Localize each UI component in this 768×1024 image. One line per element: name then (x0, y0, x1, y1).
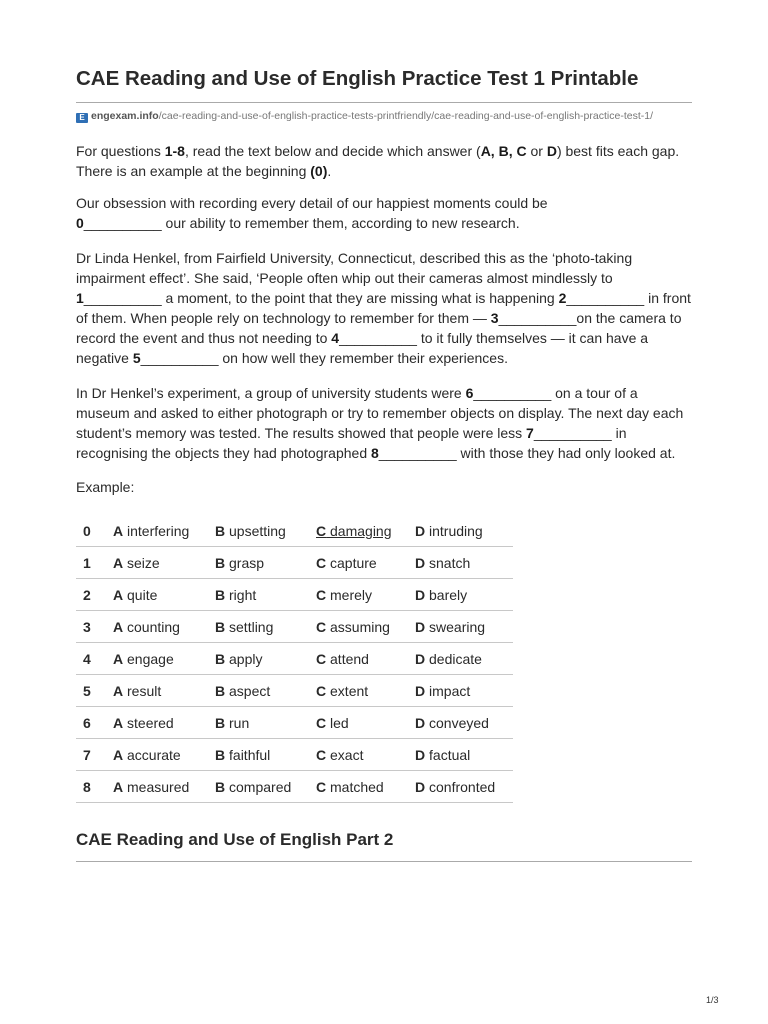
option-word: seize (127, 554, 160, 571)
option-letter: C (316, 586, 327, 603)
option-letter: B (215, 554, 226, 571)
question-number: 8 (76, 771, 113, 803)
source-domain[interactable]: engexam.info (91, 110, 159, 122)
option-d (415, 675, 513, 707)
option-word: capture (330, 554, 377, 571)
passage-paragraph-2: Dr Linda Henkel, from Fairfield University, Connecticut, described this as the ‘photo-taking impairment effect’. She said, ‘People often whip out their cameras almost mindlessly to 1__________ a moment, to the point that they are missing what is happening 2__________ in front of them. When people rely on technology to remember for them — 3__________on the camera to record the event and thus not needing to 4__________ to it fully themselves — it can have a negative 5__________ on how well they remember their experiences. (76, 250, 691, 366)
option-word: counting (127, 618, 180, 635)
option-d (415, 579, 513, 611)
option-d (415, 739, 513, 771)
question-number: 2 (76, 579, 113, 611)
gap-number: 2 (558, 290, 567, 306)
option-letter: B (215, 682, 226, 699)
option-word: settling (229, 618, 274, 635)
option-letter: B (215, 586, 226, 603)
option-letter: A (113, 778, 124, 795)
option-word: steered (127, 714, 174, 731)
option-d (415, 547, 513, 579)
option-row-2 (76, 579, 513, 611)
section-2-divider (76, 861, 692, 862)
option-row-4 (76, 643, 513, 675)
gap-number: 8 (371, 445, 379, 461)
option-word: engage (127, 650, 174, 667)
gap-number: 4 (331, 330, 340, 346)
option-letter: A (113, 682, 124, 699)
option-word: accurate (127, 746, 181, 763)
gap-number: 7 (526, 425, 534, 441)
option-a (113, 771, 215, 803)
option-c (316, 675, 415, 707)
option-letter: C (316, 554, 327, 571)
question-number: 3 (76, 611, 113, 643)
answer-options-table (76, 515, 513, 803)
option-b (215, 643, 316, 675)
question-number: 6 (76, 707, 113, 739)
option-letter: B (215, 714, 226, 731)
option-word: matched (330, 778, 384, 795)
option-letter: D (415, 522, 426, 539)
section-2-title: CAE Reading and Use of English Part 2 (76, 830, 394, 849)
option-letter: D (415, 714, 426, 731)
option-word: upsetting (229, 522, 286, 539)
option-word: apply (229, 650, 263, 667)
option-a (113, 547, 215, 579)
option-word: merely (330, 586, 373, 603)
option-word: dedicate (429, 650, 482, 667)
option-word: snatch (429, 554, 471, 571)
option-letter: B (215, 746, 226, 763)
option-word: assuming (330, 618, 390, 635)
source-url[interactable] (76, 109, 692, 124)
option-row-7 (76, 739, 513, 771)
gap-number: 3 (490, 310, 499, 326)
option-b (215, 771, 316, 803)
option-letter: D (415, 554, 426, 571)
option-d (415, 643, 513, 675)
option-row-5 (76, 675, 513, 707)
option-c (316, 707, 415, 739)
option-letter: D (415, 746, 426, 763)
option-b (215, 739, 316, 771)
option-row-1 (76, 547, 513, 579)
option-word: exact (330, 746, 364, 763)
passage-paragraph-3: In Dr Henkel’s experiment, a group of university students were 6__________ on a tour of a museum and asked to either photograph or try to remember objects on display. The next day each student’s memory was tested. The results showed that people were less 7__________ in recognising the objects they had photographed 8__________ with those they had only looked at. (76, 385, 684, 461)
site-logo-icon: E (76, 113, 88, 123)
option-letter: C (316, 714, 327, 731)
option-letter: D (415, 778, 426, 795)
option-word: barely (429, 586, 468, 603)
option-letter: C (316, 746, 327, 763)
gap-number: 1 (76, 290, 84, 306)
option-d (415, 515, 513, 547)
option-b (215, 579, 316, 611)
option-letter: C (316, 618, 327, 635)
option-letter: C (316, 650, 327, 667)
option-c (316, 515, 415, 547)
option-letter: B (215, 522, 226, 539)
option-a (113, 707, 215, 739)
option-letter: A (113, 522, 124, 539)
option-letter: B (215, 650, 226, 667)
option-c (316, 579, 415, 611)
option-word: right (229, 586, 257, 603)
example-label: Example: (76, 479, 135, 495)
question-number: 1 (76, 547, 113, 579)
option-letter: C (316, 522, 327, 539)
option-word: intruding (429, 522, 483, 539)
option-a (113, 579, 215, 611)
option-word: attend (330, 650, 369, 667)
option-letter: A (113, 746, 124, 763)
title-divider (76, 102, 692, 103)
option-word: interfering (127, 522, 190, 539)
option-word: swearing (429, 618, 486, 635)
option-a (113, 611, 215, 643)
option-word: result (127, 682, 162, 699)
option-b (215, 707, 316, 739)
gap-number: 6 (465, 385, 474, 401)
option-word: quite (127, 586, 158, 603)
option-d (415, 707, 513, 739)
option-word: run (229, 714, 250, 731)
option-word: compared (229, 778, 292, 795)
question-number: 7 (76, 739, 113, 771)
option-b (215, 547, 316, 579)
source-path[interactable]: /cae-reading-and-use-of-english-practice-tests-printfriendly/cae-reading-and-use-of-english-practice-test-1/ (158, 110, 653, 122)
question-number: 0 (76, 515, 113, 547)
option-row-8 (76, 771, 513, 803)
option-letter: C (316, 778, 327, 795)
option-letter: D (415, 586, 426, 603)
option-letter: D (415, 650, 426, 667)
gap-number: 5 (132, 350, 141, 366)
option-letter: A (113, 554, 124, 571)
page-title: CAE Reading and Use of English Practice Test 1 Printable (76, 67, 639, 90)
option-letter: A (113, 650, 124, 667)
option-a (113, 739, 215, 771)
option-letter: D (415, 618, 426, 635)
instructions-paragraph: For questions 1-8, read the text below and decide which answer (A, B, C or D) best fits each gap. There is an example at the beginning (0). (76, 143, 680, 179)
passage-paragraph-1: Our obsession with recording every detail of our happiest moments could be 0__________ our ability to remember them, according to new research. (76, 195, 548, 231)
option-letter: B (215, 778, 226, 795)
option-word: aspect (229, 682, 271, 699)
option-row-0 (76, 515, 513, 547)
option-word: grasp (229, 554, 265, 571)
option-letter: A (113, 714, 124, 731)
option-c (316, 739, 415, 771)
question-number: 4 (76, 643, 113, 675)
page-number: 1/3 (706, 995, 719, 1005)
option-c (316, 771, 415, 803)
option-d (415, 611, 513, 643)
option-d (415, 771, 513, 803)
option-word: damaging (330, 522, 392, 539)
option-b (215, 611, 316, 643)
option-b (215, 675, 316, 707)
option-word: faithful (229, 746, 271, 763)
option-word: measured (127, 778, 190, 795)
option-c (316, 611, 415, 643)
option-a (113, 515, 215, 547)
option-letter: A (113, 618, 124, 635)
option-b (215, 515, 316, 547)
option-letter: C (316, 682, 327, 699)
option-word: extent (330, 682, 369, 699)
option-word: conveyed (429, 714, 489, 731)
option-letter: D (415, 682, 426, 699)
option-word: confronted (429, 778, 496, 795)
question-number: 5 (76, 675, 113, 707)
option-word: factual (429, 746, 471, 763)
option-letter: A (113, 586, 124, 603)
option-word: led (330, 714, 349, 731)
gap-number: 0 (76, 215, 84, 231)
document-page (76, 0, 692, 862)
option-c (316, 643, 415, 675)
option-letter: B (215, 618, 226, 635)
option-row-3 (76, 611, 513, 643)
option-a (113, 675, 215, 707)
option-a (113, 643, 215, 675)
option-row-6 (76, 707, 513, 739)
option-word: impact (429, 682, 471, 699)
option-c (316, 547, 415, 579)
